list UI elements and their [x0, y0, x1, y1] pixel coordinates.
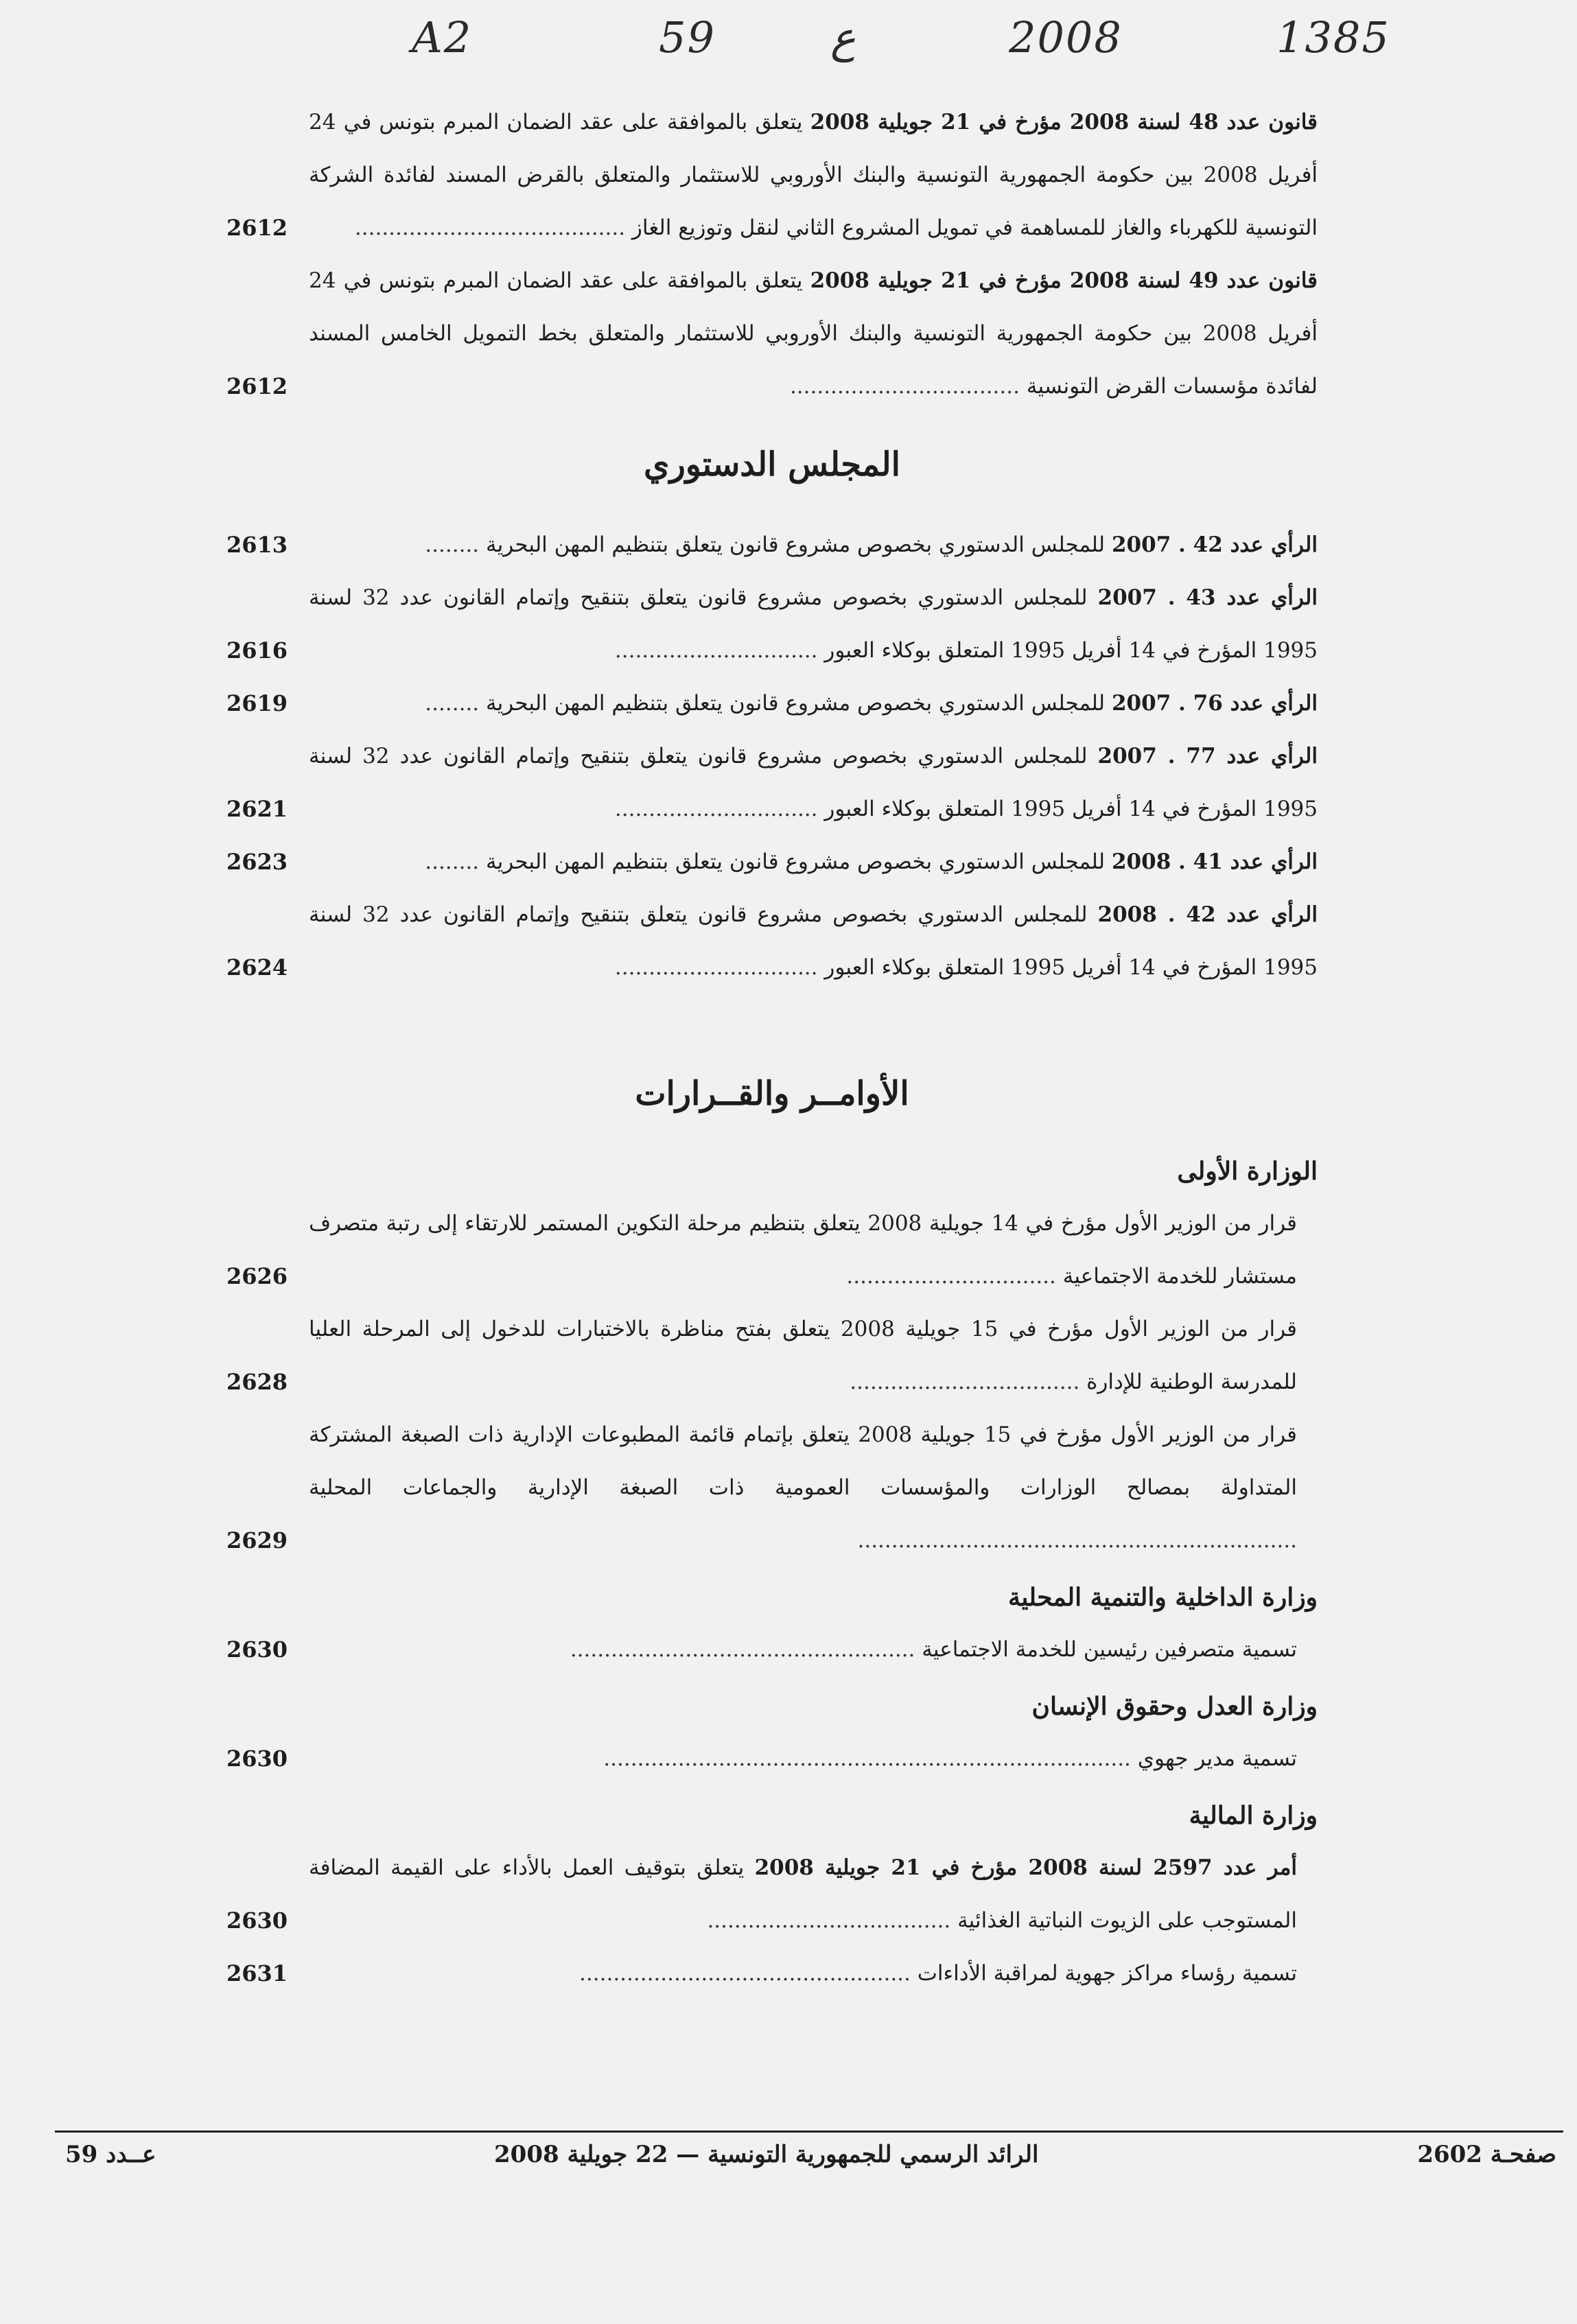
entry-body: للمجلس الدستوري بخصوص مشروع قانون يتعلق بتنقيح وإتمام القانون عدد 32 لسنة 1995 المؤرخ في 14 أفريل 1995 المتعلق بوكلاء العبور — [309, 744, 1318, 821]
footer-page-label: صفحـة 2602 — [1417, 2141, 1556, 2168]
entry-lead: الرأي عدد 43 . 2007 — [1097, 585, 1318, 610]
toc-entry-decision[interactable] — [226, 1409, 1318, 1567]
toc-entry-appointment[interactable] — [226, 1733, 1318, 1785]
page-number: 2624 — [226, 954, 288, 981]
section-title-constitutional-council: المجلس الدستوري — [644, 445, 900, 484]
page-number: 2628 — [226, 1369, 288, 1395]
leader-dots: .................................. — [850, 1370, 1087, 1394]
page-number: 2616 — [226, 637, 288, 664]
entry-text — [309, 572, 1318, 677]
page-number: 2631 — [226, 1960, 288, 1986]
entry-text — [309, 889, 1318, 994]
entry-lead: الرأي عدد 77 . 2007 — [1097, 744, 1318, 768]
entry-text — [309, 96, 1318, 255]
leader-dots: .............................. — [614, 955, 825, 980]
entry-body: تسمية مدير جهوي — [1137, 1746, 1297, 1771]
toc-entry-law-49[interactable] — [226, 255, 1318, 413]
leader-dots: ........ — [425, 532, 486, 557]
leader-dots: ................................................................. — [857, 1528, 1297, 1553]
entry-body: للمجلس الدستوري بخصوص مشروع قانون يتعلق بتنظيم المهن البحرية — [485, 691, 1112, 716]
leader-dots: .................................... — [707, 1908, 958, 1933]
toc-entry-opinion[interactable] — [226, 519, 1318, 572]
entry-text — [309, 1409, 1318, 1567]
entry-lead: قانون عدد 48 لسنة 2008 مؤرخ في 21 جويلية 2008 — [810, 110, 1318, 134]
entry-body: قرار من الوزير الأول مؤرخ في 15 جويلية 2008 يتعلق بإتمام قائمة المطبوعات الإدارية ذات الصبغة المشتركة المتداولة بمصالح الوزارات والمؤسسات العمومية ذات الصبغة الإدارية والجماعات المحلية — [309, 1422, 1297, 1500]
leader-dots: ........ — [425, 849, 486, 874]
toc-entry-law-48[interactable] — [226, 96, 1318, 255]
leader-dots: ........ — [425, 691, 486, 716]
table-of-contents — [226, 96, 1318, 2000]
leader-dots: .............................. — [614, 638, 825, 663]
entry-text — [309, 1197, 1318, 1303]
page-number: 2613 — [226, 532, 288, 558]
toc-entry-opinion[interactable] — [226, 889, 1318, 994]
entry-text — [309, 519, 1318, 572]
entry-body: قرار من الوزير الأول مؤرخ في 15 جويلية 2008 يتعلق بفتح مناظرة بالاختبارات للدخول إلى المرحلة العليا للمدرسة الوطنية للإدارة — [309, 1317, 1297, 1394]
page-number: 2629 — [226, 1527, 288, 1553]
entry-lead: قانون عدد 49 لسنة 2008 مؤرخ في 21 جويلية 2008 — [810, 268, 1318, 293]
entry-text — [309, 1842, 1318, 1947]
page-number: 2619 — [226, 690, 288, 716]
leader-dots: .............................................................................. — [603, 1746, 1138, 1771]
ministry-heading-finance: وزارة المالية — [1189, 1801, 1318, 1830]
page-number: 2612 — [226, 215, 288, 241]
toc-entry-opinion[interactable] — [226, 730, 1318, 836]
leader-dots: ........................................ — [354, 215, 632, 240]
toc-entry-decree[interactable] — [226, 1842, 1318, 1947]
handwritten-note-e: 1385 — [1276, 12, 1390, 62]
ministry-heading-interior: وزارة الداخلية والتنمية المحلية — [1008, 1583, 1318, 1612]
page-number: 2612 — [226, 373, 288, 399]
ministry-heading-justice: وزارة العدل وحقوق الإنسان — [1031, 1692, 1318, 1721]
entry-text — [309, 255, 1318, 413]
entry-body: للمجلس الدستوري بخصوص مشروع قانون يتعلق بتنقيح وإتمام القانون عدد 32 لسنة 1995 المؤرخ في 14 أفريل 1995 المتعلق بوكلاء العبور — [309, 585, 1318, 663]
toc-entry-opinion[interactable] — [226, 677, 1318, 730]
footer-publication: الرائد الرسمي للجمهورية التونسية — 22 جويلية 2008 — [494, 2141, 1039, 2168]
entry-lead: الرأي عدد 76 . 2007 — [1111, 691, 1318, 716]
handwritten-note-c: ع — [830, 12, 856, 62]
page-number: 2630 — [226, 1636, 288, 1663]
section-title-orders-decisions: الأوامــر والقــرارات — [635, 1075, 909, 1113]
entry-text — [309, 836, 1318, 889]
entry-body: للمجلس الدستوري بخصوص مشروع قانون يتعلق بتنظيم المهن البحرية — [485, 849, 1112, 874]
entry-lead: أمر عدد 2597 لسنة 2008 مؤرخ في 21 جويلية 2008 — [754, 1855, 1297, 1880]
ministry-heading-prime-ministry: الوزارة الأولى — [1177, 1157, 1318, 1186]
entry-text — [309, 1623, 1318, 1676]
handwritten-note-d: 2008 — [1009, 12, 1123, 62]
entry-text — [309, 677, 1318, 730]
toc-entry-opinion[interactable] — [226, 836, 1318, 889]
entry-lead: الرأي عدد 41 . 2008 — [1111, 849, 1318, 874]
page-number: 2623 — [226, 849, 288, 875]
page-number: 2621 — [226, 796, 288, 822]
entry-text — [309, 1947, 1318, 2000]
entry-body: يتعلق بتوقيف العمل بالأداء على القيمة المضافة المستوجب على الزيوت النباتية الغذائية — [309, 1855, 1297, 1933]
leader-dots: ................................................... — [570, 1637, 922, 1662]
page-number: 2626 — [226, 1263, 288, 1289]
entry-text — [309, 730, 1318, 836]
footer-divider — [55, 2131, 1563, 2133]
handwritten-note-a: A2 — [412, 12, 473, 62]
entry-text — [309, 1303, 1318, 1409]
entry-body: للمجلس الدستوري بخصوص مشروع قانون يتعلق بتنقيح وإتمام القانون عدد 32 لسنة 1995 المؤرخ في 14 أفريل 1995 المتعلق بوكلاء العبور — [309, 902, 1318, 980]
leader-dots: .............................. — [614, 797, 825, 821]
entry-body: يتعلق بالموافقة على عقد الضمان المبرم بتونس في 24 أفريل 2008 بين حكومة الجمهورية التونسية والبنك الأوروبي للاستثمار والمتعلق بخط التمويل الخامس المسند لفائدة مؤسسات القرض التونسية — [309, 268, 1318, 399]
toc-entry-opinion[interactable] — [226, 572, 1318, 677]
entry-lead: الرأي عدد 42 . 2007 — [1111, 532, 1318, 557]
entry-lead: الرأي عدد 42 . 2008 — [1097, 902, 1318, 927]
leader-dots: ............................... — [846, 1264, 1063, 1289]
page-number: 2630 — [226, 1908, 288, 1934]
toc-entry-appointment[interactable] — [226, 1947, 1318, 2000]
leader-dots: .................................. — [789, 374, 1027, 399]
page-number: 2630 — [226, 1746, 288, 1772]
toc-entry-appointment[interactable] — [226, 1623, 1318, 1676]
toc-entry-decision[interactable] — [226, 1197, 1318, 1303]
leader-dots: ................................................. — [579, 1961, 918, 1986]
entry-body: قرار من الوزير الأول مؤرخ في 14 جويلية 2008 يتعلق بتنظيم مرحلة التكوين المستمر للارتقاء إلى رتبة متصرف مستشار للخدمة الاجتماعية — [309, 1211, 1297, 1289]
handwritten-note-b: 59 — [659, 12, 716, 62]
entry-body: يتعلق بالموافقة على عقد الضمان المبرم بتونس في 24 أفريل 2008 بين حكومة الجمهورية التونسية والبنك الأوروبي للاستثمار والمتعلق بالقرض المسند لفائدة الشركة التونسية للكهرباء والغاز للمساهمة في تمويل المشروع الثاني لنقل وتوزيع الغاز — [309, 110, 1318, 240]
toc-entry-decision[interactable] — [226, 1303, 1318, 1409]
entry-text — [309, 1733, 1318, 1785]
entry-body: للمجلس الدستوري بخصوص مشروع قانون يتعلق بتنظيم المهن البحرية — [485, 532, 1112, 557]
entry-body: تسمية متصرفين رئيسين للخدمة الاجتماعية — [922, 1637, 1297, 1662]
footer-issue-number: عــدد 59 — [65, 2141, 156, 2168]
entry-body: تسمية رؤساء مراكز جهوية لمراقبة الأداءات — [917, 1961, 1297, 1986]
